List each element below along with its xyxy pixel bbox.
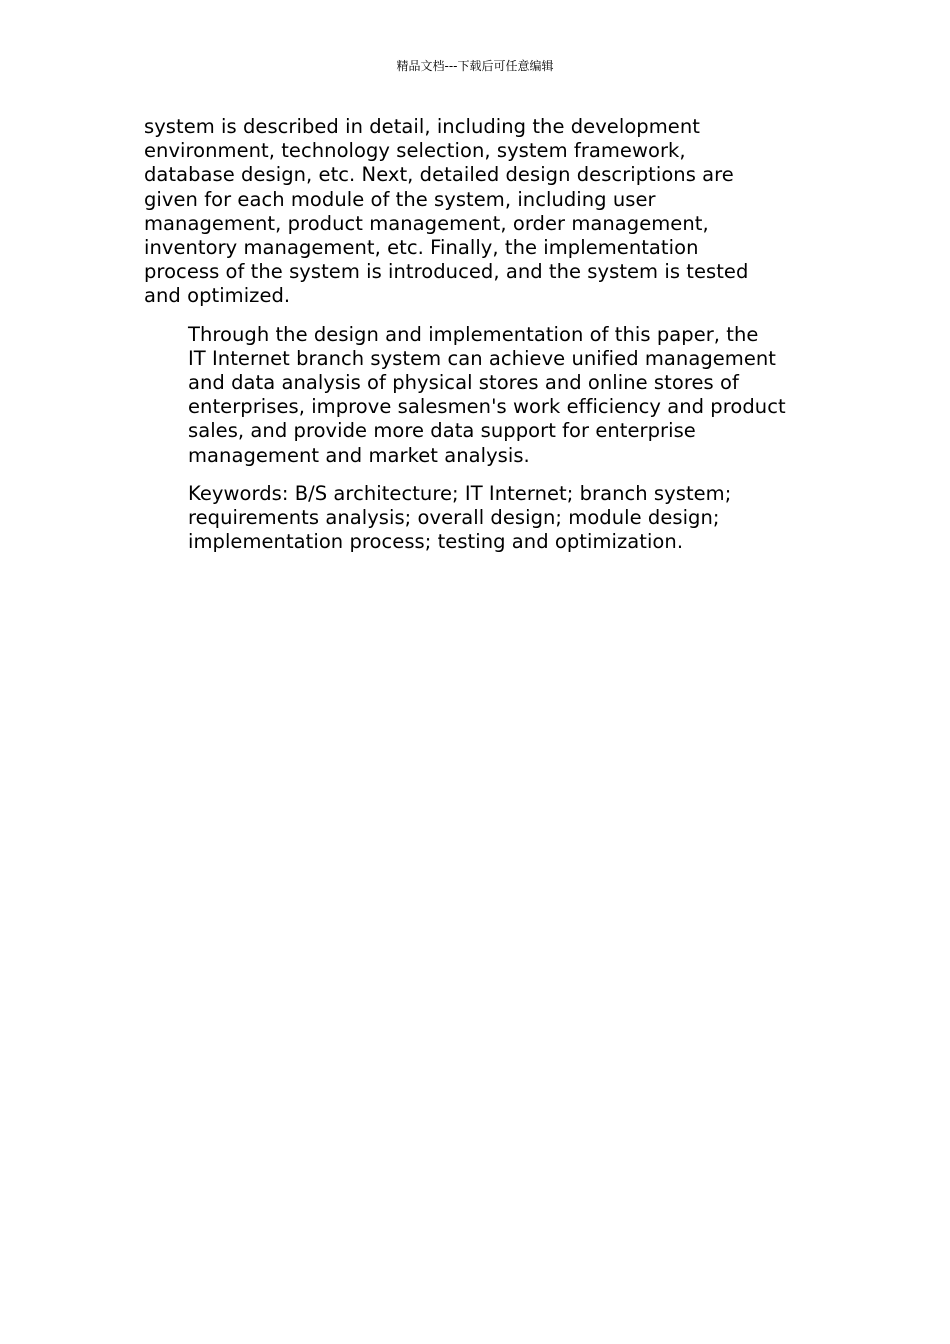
text-line: requirements analysis; overall design; module design; [188,506,720,530]
text-line: environment, technology selection, system framework, [144,139,686,163]
text-line: management and market analysis. [188,443,530,467]
text-line: sales, and provide more data support for enterprise [188,419,696,443]
paragraph-conclusion [144,323,804,468]
text-line: inventory management, etc. Finally, the implementation [144,236,699,260]
text-line: enterprises, improve salesmen's work efficiency and product [188,395,786,419]
text-line: and optimized. [144,284,291,308]
text-line: process of the system is introduced, and the system is tested [144,260,749,284]
text-line: implementation process; testing and optimization. [188,530,684,554]
text-line: database design, etc. Next, detailed design descriptions are [144,163,734,187]
text-line: Through the design and implementation of this paper, the [188,322,759,346]
paragraph-system-description [144,115,804,309]
text-line: Keywords: B/S architecture; IT Internet; branch system; [188,481,732,505]
text-line: IT Internet branch system can achieve unified management [188,346,776,370]
text-line: and data analysis of physical stores and online stores of [188,371,739,395]
text-line: management, product management, order management, [144,211,709,235]
text-line: given for each module of the system, including user [144,187,656,211]
text-line: system is described in detail, including the development [144,115,700,138]
page-header: 精品文档---下载后可任意编辑 [396,59,554,73]
paragraph-keywords [144,482,804,555]
document-body [144,115,804,568]
